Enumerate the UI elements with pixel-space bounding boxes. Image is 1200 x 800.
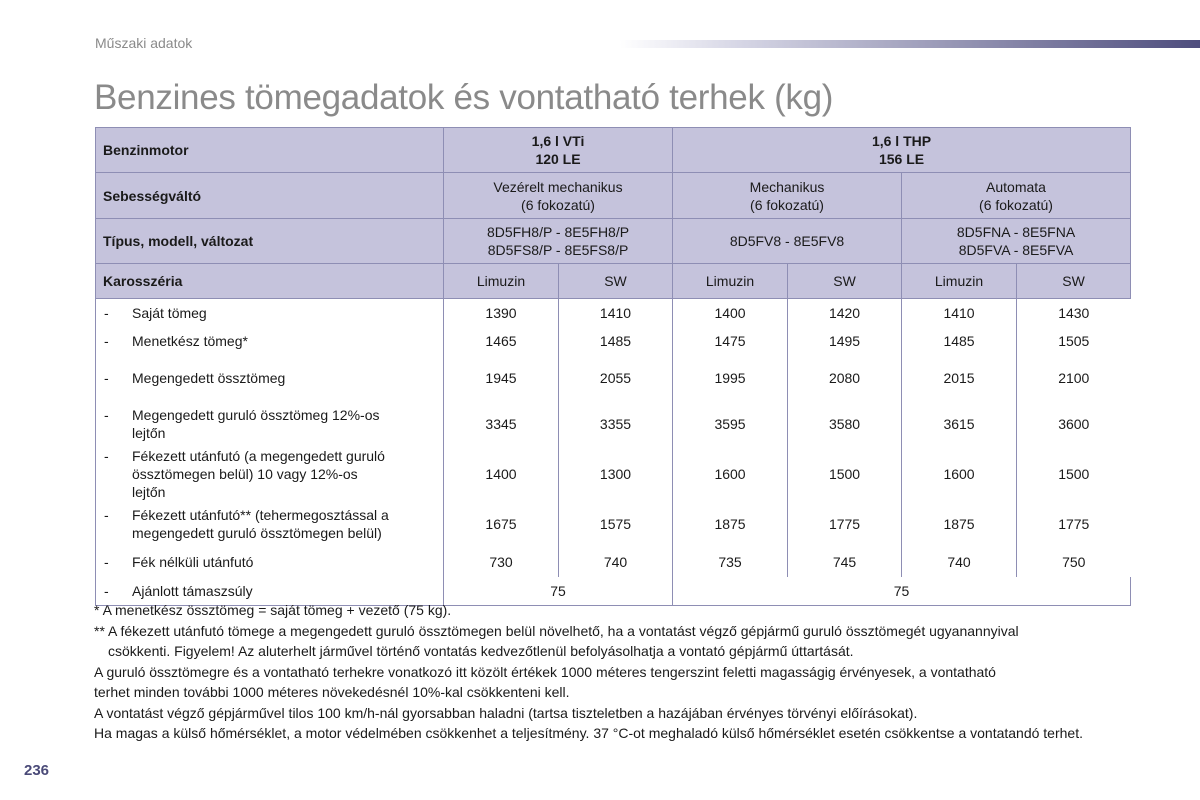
value-cell: 1410 xyxy=(599,304,632,321)
table-row xyxy=(96,401,1131,447)
body-type: SW xyxy=(559,264,673,299)
row-bullet: - xyxy=(104,554,109,570)
value-cell: 75 xyxy=(673,577,1131,606)
footnote: terhet minden további 1000 méteres növekedésnél 10%-kal csökkenteni kell. xyxy=(94,684,570,700)
table-row xyxy=(96,356,1131,401)
section-label: Műszaki adatok xyxy=(95,35,193,51)
engine-label: Benzinmotor xyxy=(96,128,444,173)
row-label: Saját tömeg xyxy=(132,304,207,321)
body-type: SW xyxy=(1017,264,1131,299)
type-code: 8D5FVA - 8E5FVA xyxy=(958,242,1074,258)
gearbox-label: Sebességváltó xyxy=(96,173,444,219)
engine-header xyxy=(444,128,673,173)
type-label: Típus, modell, változat xyxy=(96,219,444,264)
engine-row xyxy=(96,128,1131,173)
value-cell: 1465 xyxy=(444,327,559,356)
row-bullet: - xyxy=(104,582,109,599)
type-row xyxy=(96,219,1131,264)
row-bullet: - xyxy=(104,507,109,523)
body-label: Karosszéria xyxy=(96,264,444,299)
row-label-cell xyxy=(96,447,444,501)
type-code: 8D5FNA - 8E5FNA xyxy=(956,224,1076,240)
value-cell: 75 xyxy=(444,577,673,606)
row-bullet: - xyxy=(104,370,109,386)
value-cell: 730 xyxy=(444,548,559,577)
value-cell: 3595 xyxy=(673,401,788,447)
value-cell: 1995 xyxy=(673,356,788,401)
value-cell: 1600 xyxy=(673,447,788,501)
type-code: 8D5FH8/P - 8E5FH8/P xyxy=(486,224,630,240)
value-cell: 1400 xyxy=(673,299,788,327)
gearbox-gears: (6 fokozatú) xyxy=(979,196,1053,213)
body-type: Limuzin xyxy=(444,264,559,299)
page-title: Benzines tömegadatok és vontatható terhek (kg) xyxy=(94,78,834,117)
header-bar xyxy=(620,40,1200,48)
gearbox-row xyxy=(96,173,1131,219)
value-cell: 1875 xyxy=(673,501,788,548)
value-cell: 1945 xyxy=(444,356,559,401)
value-cell: 1420 xyxy=(828,304,861,321)
row-bullet: - xyxy=(104,406,109,423)
mass-table xyxy=(95,127,1131,606)
value-cell: 3615 xyxy=(902,401,1017,447)
row-label: Megengedett össztömeg xyxy=(132,370,286,386)
row-label-cell xyxy=(96,401,444,447)
value-cell: 2080 xyxy=(828,370,861,386)
type-code: 8D5FS8/P - 8E5FS8/P xyxy=(487,242,629,258)
value-cell: 2015 xyxy=(902,356,1017,401)
engine-name: 1,6 l VTi xyxy=(531,133,585,149)
footnote: * A menetkész össztömeg = saját tömeg + vezető (75 kg). xyxy=(94,602,452,618)
row-bullet: - xyxy=(104,304,109,321)
type-header xyxy=(673,219,902,264)
table-row xyxy=(96,501,1131,548)
value-cell: 3580 xyxy=(828,415,861,432)
value-cell: 3345 xyxy=(444,401,559,447)
value-cell: 1500 xyxy=(828,465,861,482)
value-cell: 1575 xyxy=(599,516,632,532)
value-cell: 1775 xyxy=(1058,516,1090,532)
row-label-cell xyxy=(96,356,444,401)
footnote: A guruló össztömegre és a vontatható terhekre vonatkozó itt közölt értékek 1000 méteres tengerszint feletti magasságig érvényesek, a vontatható xyxy=(94,663,996,680)
row-label: Ajánlott támaszsúly xyxy=(132,582,253,599)
row-label: Menetkész tömeg* xyxy=(132,333,248,349)
value-cell: 735 xyxy=(673,548,788,577)
value-cell: 1430 xyxy=(1058,304,1090,321)
footnote: csökkenti. Figyelem! Az aluterhelt járművel történő vontatás kedvezőtlenül befolyásolhatja a vontató gépjármű úttartását. xyxy=(108,643,854,659)
value-cell: 1775 xyxy=(828,516,861,532)
table-row xyxy=(96,299,1131,327)
table-row xyxy=(96,327,1131,356)
row-label: Fék nélküli utánfutó xyxy=(132,554,254,570)
value-cell: 1485 xyxy=(902,327,1017,356)
gearbox-gears: (6 fokozatú) xyxy=(750,196,824,213)
value-cell: 3355 xyxy=(599,415,632,432)
footnotes xyxy=(94,600,1154,744)
body-type: Limuzin xyxy=(902,264,1017,299)
row-label: Megengedett guruló össztömeg 12%-os lejtőn xyxy=(132,406,380,441)
row-label-cell xyxy=(96,327,444,356)
type-code: 8D5FV8 - 8E5FV8 xyxy=(729,233,845,249)
row-label: Fékezett utánfutó (a megengedett guruló össztömegen belül) 10 vagy 12%-os lejtőn xyxy=(132,447,385,500)
value-cell: 1475 xyxy=(673,327,788,356)
body-row xyxy=(96,264,1131,299)
value-cell: 1495 xyxy=(828,333,861,349)
footnote: ** A fékezett utánfutó tömege a megengedett guruló össztömegen belül növelhető, ha a vontatást végző gépjármű guruló össztömegét ugyanannyival xyxy=(94,622,1019,639)
value-cell: 1600 xyxy=(902,447,1017,501)
footnote: A vontatást végző gépjárművel tilos 100 km/h-nál gyorsabban haladni (tartsa tiszteletben a hazájában érvényes törvényi előírásokat). xyxy=(94,704,918,721)
row-bullet: - xyxy=(104,447,109,464)
engine-name: 1,6 l THP xyxy=(871,133,932,149)
row-bullet: - xyxy=(104,333,109,349)
value-cell: 1390 xyxy=(444,299,559,327)
engine-power: 156 LE xyxy=(878,151,925,167)
body-type: Limuzin xyxy=(673,264,788,299)
value-cell: 2055 xyxy=(599,370,632,386)
value-cell: 1875 xyxy=(902,501,1017,548)
value-cell: 2100 xyxy=(1058,370,1090,386)
value-cell: 1505 xyxy=(1058,333,1090,349)
engine-power: 120 LE xyxy=(535,151,581,167)
value-cell: 1500 xyxy=(1058,465,1090,482)
type-header xyxy=(444,219,673,264)
gearbox-name: Vezérelt mechanikus xyxy=(493,178,623,195)
page-number: 236 xyxy=(24,762,50,779)
value-cell: 3600 xyxy=(1058,415,1090,432)
gearbox-header xyxy=(902,173,1131,219)
value-cell: 1675 xyxy=(444,501,559,548)
row-label-cell xyxy=(96,501,444,548)
value-cell: 745 xyxy=(832,554,857,570)
engine-header xyxy=(673,128,1131,173)
value-cell: 1410 xyxy=(902,299,1017,327)
type-header xyxy=(902,219,1131,264)
value-cell: 750 xyxy=(1062,554,1086,570)
body-type: SW xyxy=(788,264,902,299)
value-cell: 740 xyxy=(603,554,628,570)
row-label-cell xyxy=(96,299,444,327)
gearbox-name: Mechanikus xyxy=(749,178,825,195)
value-cell: 740 xyxy=(902,548,1017,577)
row-label: Fékezett utánfutó** (tehermegosztással a megengedett guruló össztömegen belül) xyxy=(132,507,389,541)
gearbox-header xyxy=(444,173,673,219)
footnote: Ha magas a külső hőmérséklet, a motor védelmében csökkenhet a teljesítmény. 37 °C-ot meghaladó külső hőmérséklet esetén csökkentse a vontatandó terhet. xyxy=(94,725,1083,741)
value-cell: 1300 xyxy=(599,465,632,482)
row-label-cell xyxy=(96,548,444,577)
table-row xyxy=(96,447,1131,501)
gearbox-gears: (6 fokozatú) xyxy=(521,196,595,213)
value-cell: 1400 xyxy=(444,447,559,501)
value-cell: 1485 xyxy=(599,333,632,349)
gearbox-header xyxy=(673,173,902,219)
gearbox-name: Automata xyxy=(986,178,1046,195)
table-row xyxy=(96,548,1131,577)
